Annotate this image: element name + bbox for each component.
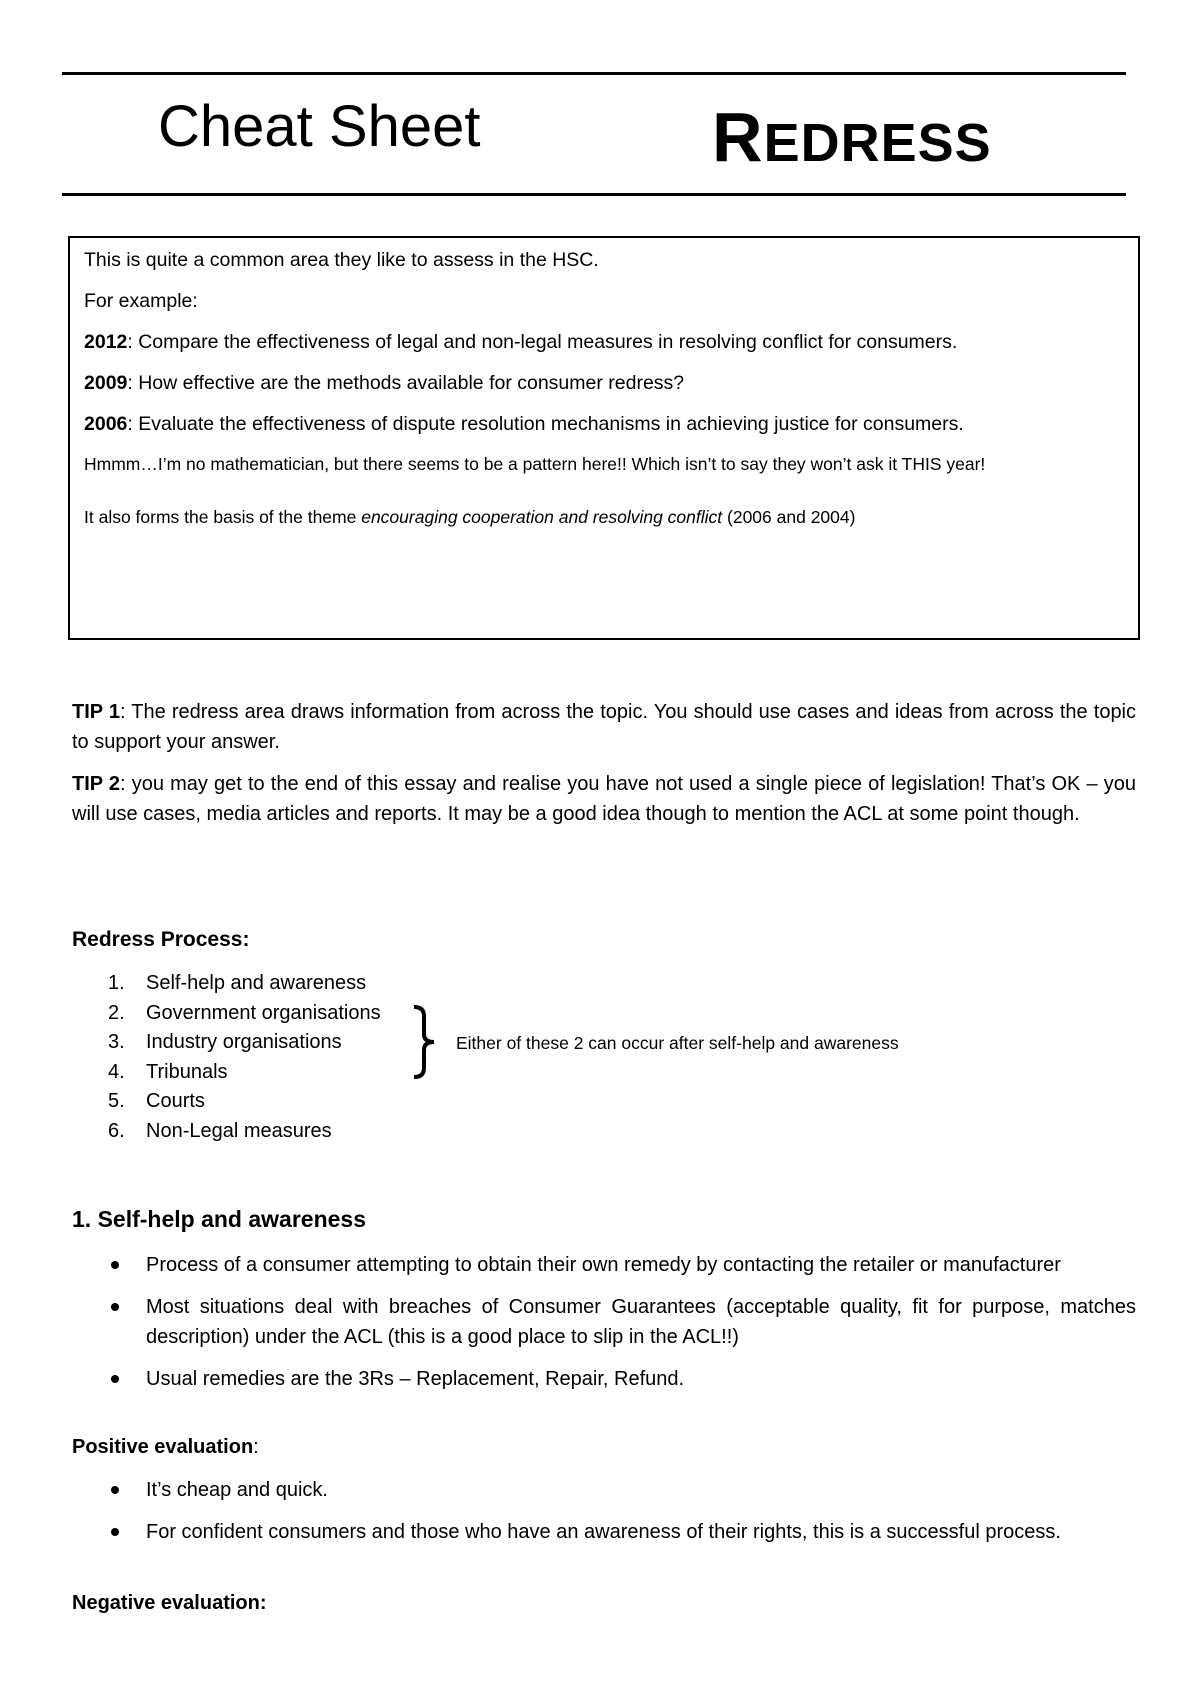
right-brace-icon <box>412 1004 438 1080</box>
item-number: 1. <box>108 972 125 994</box>
list-item <box>108 1028 381 1058</box>
list-item <box>108 1087 381 1117</box>
section-heading: 1. Self-help and awareness <box>72 1206 367 1232</box>
tip-label: TIP 1 <box>72 701 120 723</box>
list-item <box>108 1117 381 1147</box>
topic-title-rest: EDRESS <box>763 113 992 173</box>
item-label: Government organisations <box>146 1001 381 1024</box>
exam-year: 2006 <box>84 413 128 435</box>
bullet-item: Process of a consumer attempting to obtain their own remedy by contacting the retailer or manufacturer <box>72 1250 1136 1280</box>
process-heading: Redress Process: <box>72 928 250 951</box>
exam-year: 2009 <box>84 372 128 394</box>
item-number: 3. <box>108 1031 125 1053</box>
tip-label: TIP 2 <box>72 773 121 795</box>
brace-note: Either of these 2 can occur after self-help and awareness <box>456 1033 899 1053</box>
exam-example <box>84 412 1124 436</box>
item-number: 4. <box>108 1060 125 1083</box>
topic-title-initial: R <box>712 98 764 176</box>
list-item <box>108 969 381 999</box>
item-label: Non-Legal measures <box>146 1119 332 1142</box>
exam-example <box>84 330 1124 354</box>
bullet-item: Most situations deal with breaches of Consumer Guarantees (acceptable quality, fit for purpose, matches description) under the ACL (this is a good place to slip in the ACL!!) <box>72 1292 1136 1352</box>
tip-text: : The redress area draws information from across the topic. You should use cases and ideas from across the topic to support your answer. <box>72 701 1137 753</box>
exam-example <box>84 371 1124 395</box>
tips <box>72 697 1136 841</box>
tip-text: : you may get to the end of this essay and realise you have not used a single piece of legislation! That’s OK – you will use cases, media articles and reports. It may be a good idea though to mention the ACL at some point though. <box>72 773 1136 825</box>
intro-theme <box>84 506 1124 529</box>
negative-evaluation-label: Negative evaluation: <box>72 1592 267 1614</box>
intro-theme-suffix: (2006 and 2004) <box>722 507 856 527</box>
intro-line: This is quite a common area they like to assess in the HSC. <box>84 249 599 271</box>
intro-box <box>68 236 1140 640</box>
exam-question: : Compare the effectiveness of legal and non-legal measures in resolving conflict for consumers. <box>127 331 958 353</box>
positive-bullets <box>72 1475 1136 1559</box>
positive-evaluation-colon: : <box>253 1436 259 1458</box>
exam-year: 2012 <box>84 331 128 353</box>
bullet-item: For confident consumers and those who have an awareness of their rights, this is a successful process. <box>72 1517 1136 1547</box>
page-title: Cheat Sheet <box>158 94 481 159</box>
item-label: Self-help and awareness <box>146 972 367 994</box>
header-top-rule <box>62 72 1126 75</box>
list-item <box>108 1058 381 1088</box>
process-list <box>108 969 381 1146</box>
tip-1 <box>72 697 1136 757</box>
header-bottom-rule <box>62 193 1126 196</box>
section-bullets <box>72 1250 1136 1406</box>
bullet-item: It’s cheap and quick. <box>72 1475 1136 1505</box>
exam-question: : Evaluate the effectiveness of dispute resolution mechanisms in achieving justice for consumers. <box>127 413 964 435</box>
exam-question: : How effective are the methods available for consumer redress? <box>127 372 685 394</box>
item-label: Tribunals <box>146 1060 228 1083</box>
item-label: Industry organisations <box>146 1031 342 1053</box>
item-number: 5. <box>108 1090 125 1112</box>
positive-evaluation-label <box>72 1436 259 1459</box>
item-label: Courts <box>146 1090 205 1112</box>
intro-note: Hmmm…I’m no mathematician, but there seems to be a pattern here!! Which isn’t to say they won’t ask it THIS year! <box>84 454 986 474</box>
item-number: 2. <box>108 1001 125 1024</box>
topic-title <box>712 98 992 176</box>
positive-evaluation-text: Positive evaluation <box>72 1436 254 1458</box>
list-item <box>108 999 381 1029</box>
intro-line: For example: <box>84 290 198 312</box>
intro-theme-name: encouraging cooperation and resolving conflict <box>361 507 723 527</box>
tip-2 <box>72 769 1136 829</box>
item-number: 6. <box>108 1119 125 1142</box>
intro-theme-prefix: It also forms the basis of the theme <box>84 507 362 527</box>
bullet-item: Usual remedies are the 3Rs – Replacement, Repair, Refund. <box>72 1364 1136 1394</box>
